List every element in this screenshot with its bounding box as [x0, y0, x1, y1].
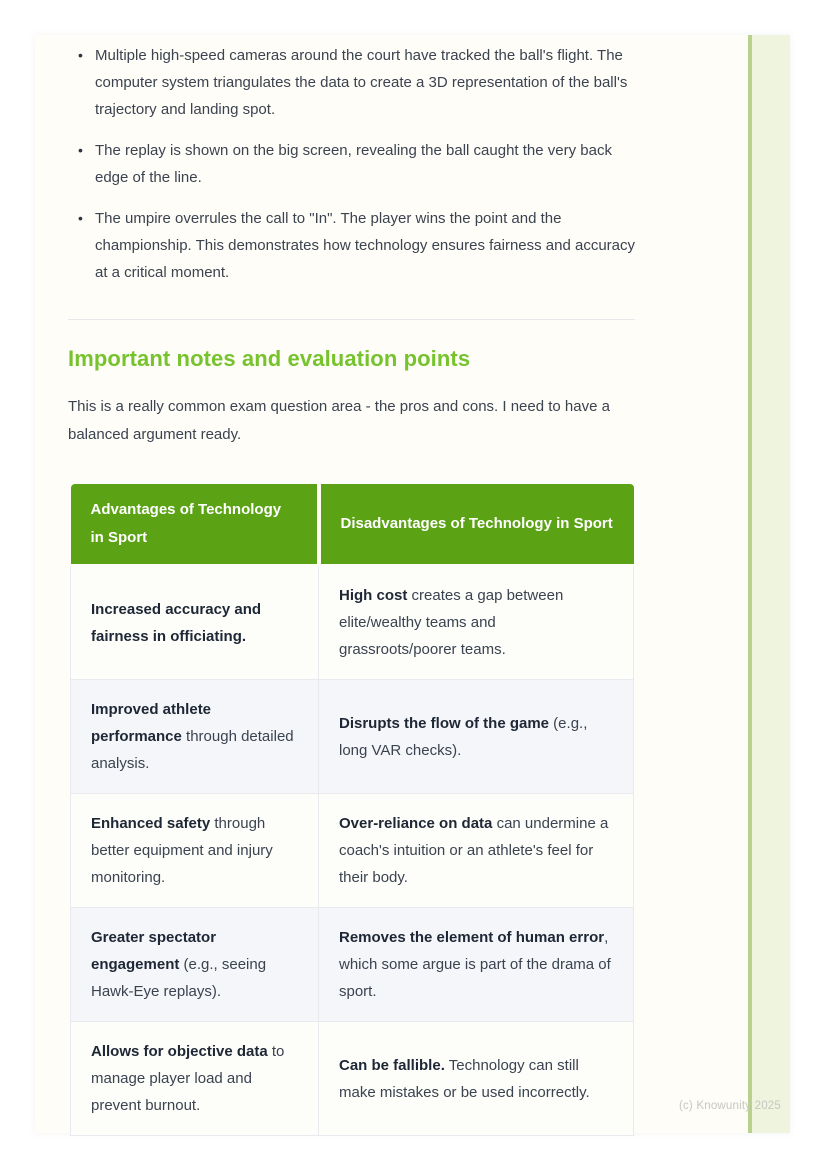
disadvantage-rest: , which some argue is part of the drama of sport. [339, 929, 611, 1000]
list-item [78, 137, 635, 191]
bullet-icon: • [78, 142, 83, 158]
advantage-bold: Enhanced safety [91, 815, 211, 832]
table-row [71, 794, 634, 908]
disadvantage-cell [319, 794, 634, 908]
table-row [71, 680, 634, 794]
table-row [71, 565, 634, 680]
advantage-cell [71, 794, 319, 908]
advantage-bold: Increased accuracy and fairness in officiating. [91, 600, 262, 645]
table-header-row [71, 484, 634, 565]
copyright-watermark: (c) Knowunity 2025 [678, 1100, 781, 1112]
table-row [71, 908, 634, 1022]
disadvantage-bold: Over-reliance on data [339, 815, 493, 832]
disadvantage-rest: Technology can still make mistakes or be used incorrectly. [339, 1056, 590, 1101]
page-edge-strip [748, 35, 790, 1133]
intro-paragraph: This is a really common exam question area - the pros and cons. I need to have a balanced argument ready. [68, 398, 610, 443]
table-row [71, 1022, 634, 1136]
advantage-rest: through better equipment and injury monitoring. [91, 815, 273, 886]
advantage-bold: Allows for objective data [91, 1043, 268, 1060]
bullet-list [68, 42, 635, 286]
pros-cons-table-wrap [70, 484, 635, 1136]
advantage-rest: (e.g., seeing Hawk-Eye replays). [91, 956, 267, 1000]
advantage-cell [71, 565, 319, 680]
advantage-cell [71, 680, 319, 794]
disadvantage-cell [319, 680, 634, 794]
table-header-disadvantages: Disadvantages of Technology in Sport [319, 484, 634, 565]
disadvantage-bold: Removes the element of human error [339, 929, 605, 946]
disadvantage-rest: creates a gap between elite/wealthy teams and grassroots/poorer teams. [339, 587, 564, 658]
disadvantage-bold: Can be fallible. [339, 1056, 445, 1074]
section-heading: Important notes and evaluation points [68, 346, 471, 371]
pros-cons-table [70, 484, 634, 1136]
bullet-text: The replay is shown on the big screen, revealing the ball caught the very back edge of the line. [95, 142, 612, 186]
list-item [78, 205, 636, 286]
advantage-bold: Improved athlete performance [91, 701, 212, 745]
section-divider [68, 319, 635, 320]
advantage-cell [71, 908, 319, 1022]
advantage-rest: through detailed analysis. [91, 728, 294, 772]
document-content [68, 35, 635, 1136]
advantage-rest: to manage player load and prevent burnout. [91, 1043, 285, 1114]
disadvantage-cell [319, 565, 634, 680]
disadvantage-bold: High cost [339, 587, 408, 604]
document-page [35, 35, 790, 1133]
bullet-text: Multiple high-speed cameras around the court have tracked the ball's flight. The computer system triangulates the data to create a 3D representation of the ball's trajectory and landing spot. [95, 47, 628, 118]
bullet-text: The umpire overrules the call to "In". The player wins the point and the championship. This demonstrates how technology ensures fairness and accuracy at a critical moment. [95, 210, 636, 281]
disadvantage-cell [319, 1022, 634, 1136]
bullet-icon: • [78, 47, 83, 63]
advantage-bold: Greater spectator engagement [91, 929, 217, 973]
list-item [78, 42, 635, 123]
disadvantage-rest: (e.g., long VAR checks). [339, 714, 588, 759]
disadvantage-cell [319, 908, 634, 1022]
table-header-advantages: Advantages of Technology in Sport [71, 484, 319, 565]
bullet-icon: • [78, 210, 83, 226]
disadvantage-rest: can undermine a coach's intuition or an athlete's feel for their body. [339, 815, 609, 886]
advantage-cell [71, 1022, 319, 1136]
disadvantage-bold: Disrupts the flow of the game [339, 714, 550, 732]
